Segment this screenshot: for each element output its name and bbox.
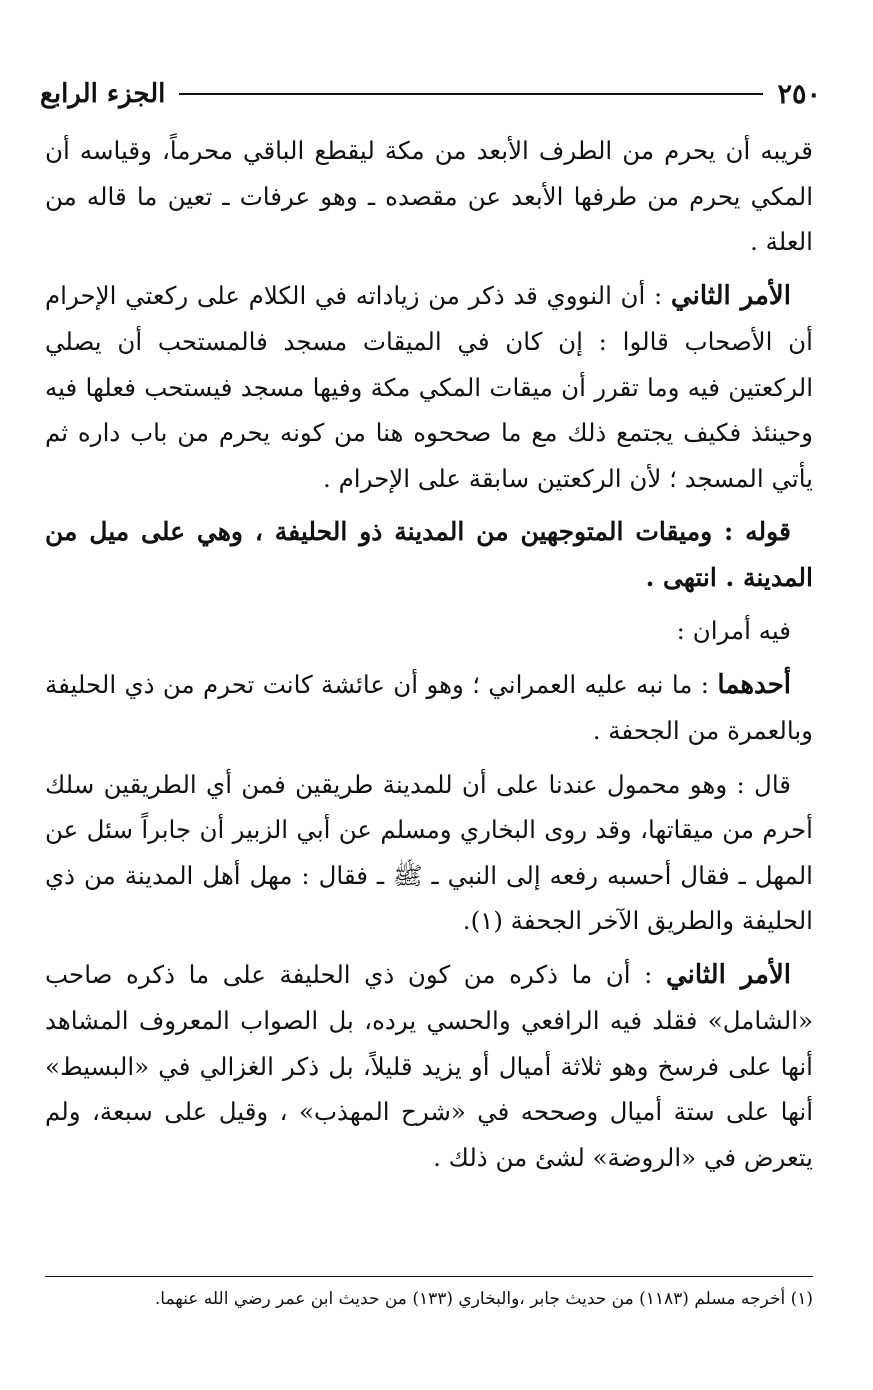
quoted-paragraph (45, 509, 813, 600)
paragraph-text: قال : وهو محمول عندنا على أن للمدينة طريقين فمن أي الطريقين سلك أحرم من ميقاتها، وقد روى البخاري ومسلم عن أبي الزبير أن جابراً سئل عن المهل ـ فقال أحسبه رفعه إلى النبي ـ ﷺ ـ فقال : مهل أهل المدينة من ذي الحليفة والطريق الآخر الجحفة (١). (45, 769, 813, 935)
paragraph (45, 128, 813, 265)
paragraph-lead: الأمر الثاني (666, 959, 791, 990)
paragraph-lead: الأمر الثاني (670, 280, 791, 311)
paragraph-text: قوله : وميقات المتوجهين من المدينة ذو الحليفة ، وهي على ميل من المدينة . انتهى . (45, 517, 813, 592)
paragraph (45, 608, 813, 654)
paragraph-text: : ما نبه عليه العمراني ؛ وهو أن عائشة كانت تحرم من ذي الحليفة وبالعمرة من الجحفة . (45, 669, 813, 745)
paragraph-text: : أن ما ذكره من كون ذي الحليفة على ما ذكره صاحب «الشامل» فقلد فيه الرافعي والحسي يرده، بل الصواب المعروف المشاهد أنها على فرسخ وهو ثلاثة أميال أو يزيد قليلاً، بل ذكر الغزالي في «البسيط» أنها على ستة أميال وصححه في «شرح المهذب» ، وقيل على سبعة، ولم يتعرض في «الروضة» لشئ من ذلك . (45, 959, 813, 1172)
main-text (45, 128, 813, 1188)
paragraph (45, 762, 813, 944)
paragraph-text: فيه أمران : (676, 616, 791, 645)
page-number: ٢٥٠ (777, 78, 821, 110)
footnote: (١) أخرجه مسلم (١١٨٣) من حديث جابر ،والبخاري (١٣٣) من حديث ابن عمر رضي الله عنهما. (154, 1289, 813, 1309)
paragraph-lead: أحدهما (717, 669, 791, 700)
page-header (40, 72, 821, 116)
paragraph (45, 273, 813, 502)
paragraph-text: : أن النووي قد ذكر من زياداته في الكلام على ركعتي الإحرام أن الأصحاب قالوا : إن كان في الميقات مسجد فالمستحب أن يصلي الركعتين فيه وما تقرر أن ميقات المكي مكة وفيها مسجد فيستحب فعلها فيه وحينئذ فكيف يجتمع ذلك مع ما صححوه هنا من كونه يحرم من باب داره ثم يأتي المسجد ؛ لأن الركعتين سابقة على الإحرام . (45, 280, 813, 493)
footnote-divider (45, 1276, 813, 1277)
running-title: الجزء الرابع (40, 79, 166, 109)
paragraph-text: قريبه أن يحرم من الطرف الأبعد من مكة ليقطع الباقي محرماً، وقياسه أن المكي يحرم من طرفها الأبعد عن مقصده ـ وهو عرفات ـ تعين ما قاله من العلة . (45, 136, 813, 256)
header-rule (179, 93, 763, 95)
paragraph (45, 952, 813, 1181)
paragraph (45, 662, 813, 754)
